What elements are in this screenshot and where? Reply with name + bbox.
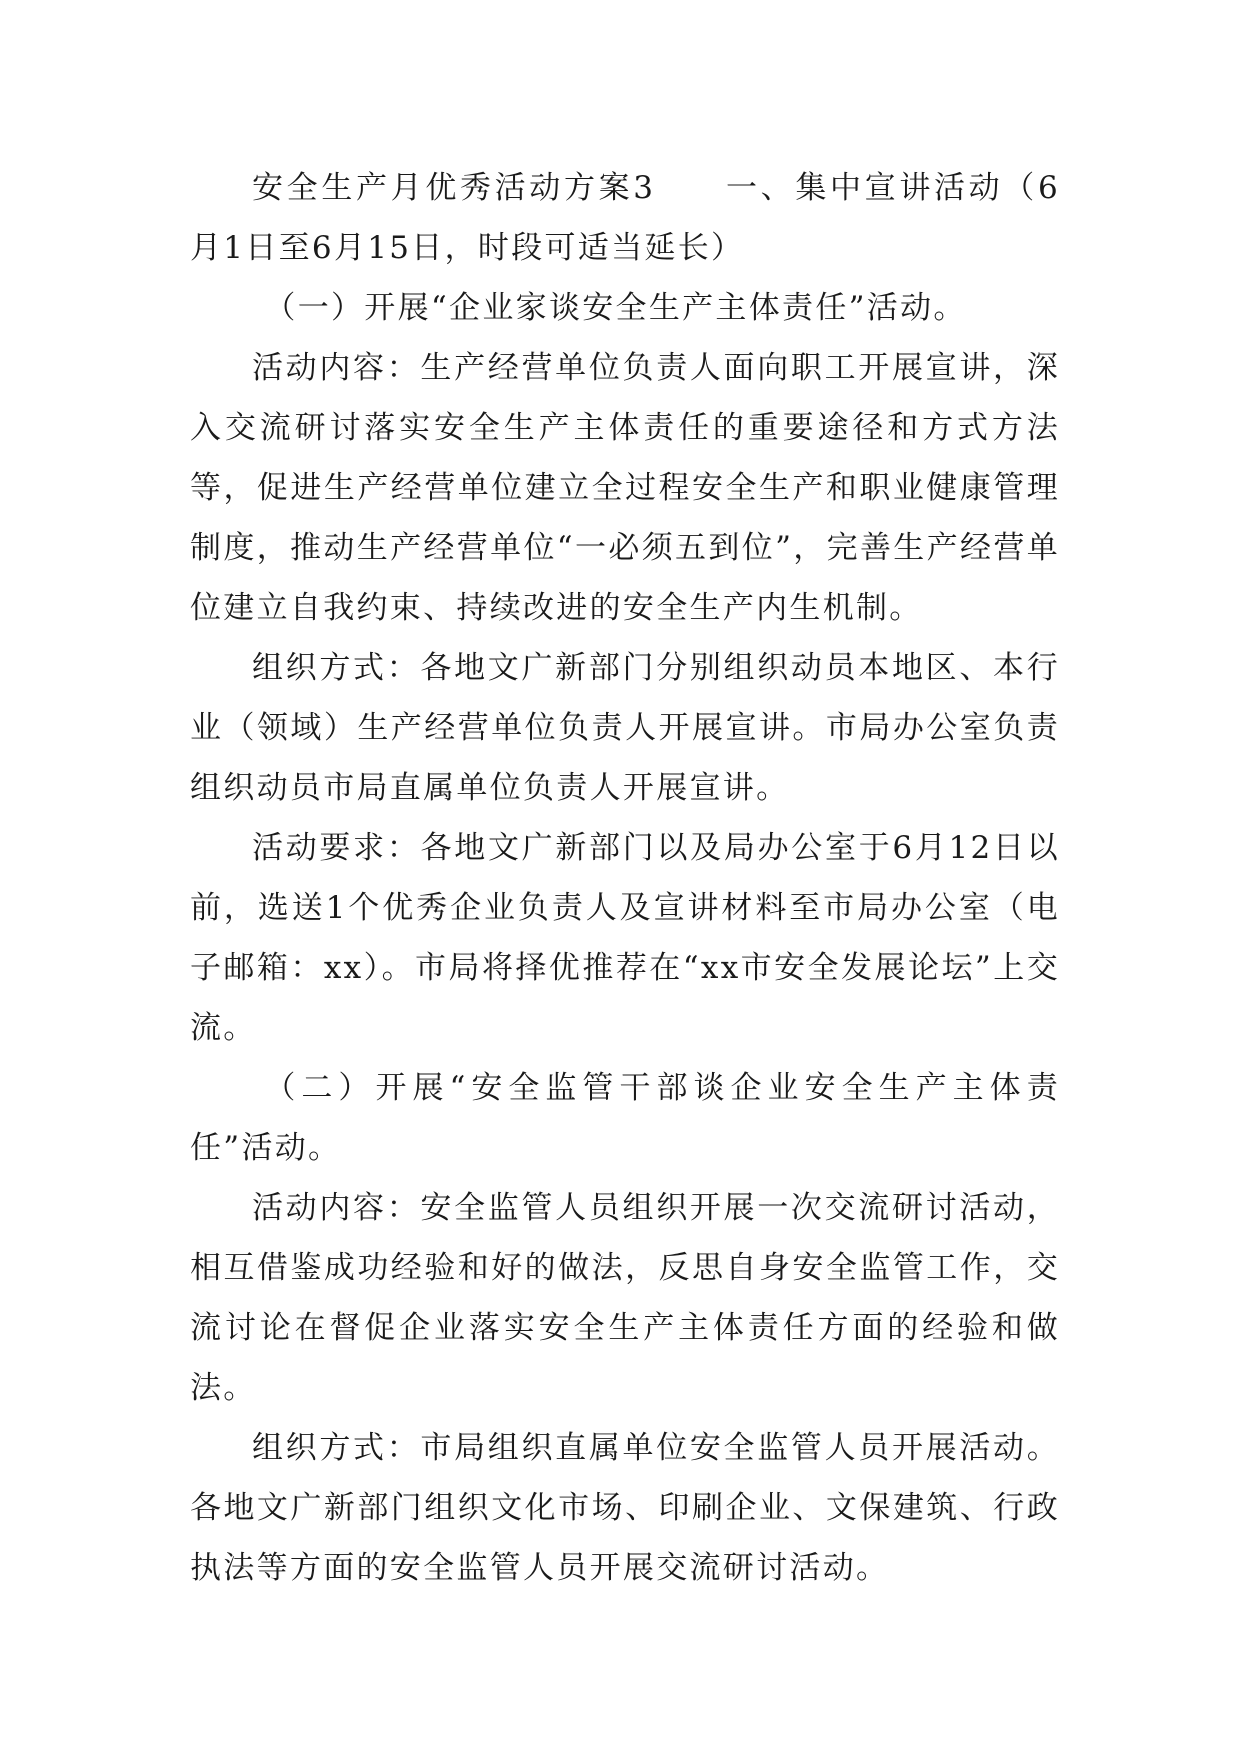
body-paragraph: 组织方式：市局组织直属单位安全监管人员开展活动。各地文广新部门组织文化市场、印刷企业、文保建筑、行政执法等方面的安全监管人员开展交流研讨活动。 [190,1430,1060,1586]
section-heading-1: （一）开展“企业家谈安全生产主体责任”活动。 [264,290,967,326]
document-body [190,158,1060,1598]
body-paragraph: 活动内容：生产经营单位负责人面向职工开展宣讲，深入交流研讨落实安全生产主体责任的重要途径和方式方法等，促进生产经营单位建立全过程安全生产和职业健康管理制度，推动生产经营单位“一必须五到位”，完善生产经营单位建立自我约束、持续改进的安全生产内生机制。 [190,350,1060,626]
section-heading-2: （二）开展“安全监管干部谈企业安全生产主体责任”活动。 [190,1070,1060,1166]
body-paragraph: 活动内容：安全监管人员组织开展一次交流研讨活动，相互借鉴成功经验和好的做法，反思自身安全监管工作，交流讨论在督促企业落实安全生产主体责任方面的经验和做法。 [190,1190,1060,1406]
title-paragraph: 安全生产月优秀活动方案3 一、集中宣讲活动（6月1日至6月15日，时段可适当延长） [190,170,1060,266]
body-paragraph: 活动要求：各地文广新部门以及局办公室于6月12日以前，选送1个优秀企业负责人及宣讲材料至市局办公室（电子邮箱：xx）。市局将择优推荐在“xx市安全发展论坛”上交流。 [190,830,1060,1046]
body-paragraph: 组织方式：各地文广新部门分别组织动员本地区、本行业（领域）生产经营单位负责人开展宣讲。市局办公室负责组织动员市局直属单位负责人开展宣讲。 [190,650,1060,806]
